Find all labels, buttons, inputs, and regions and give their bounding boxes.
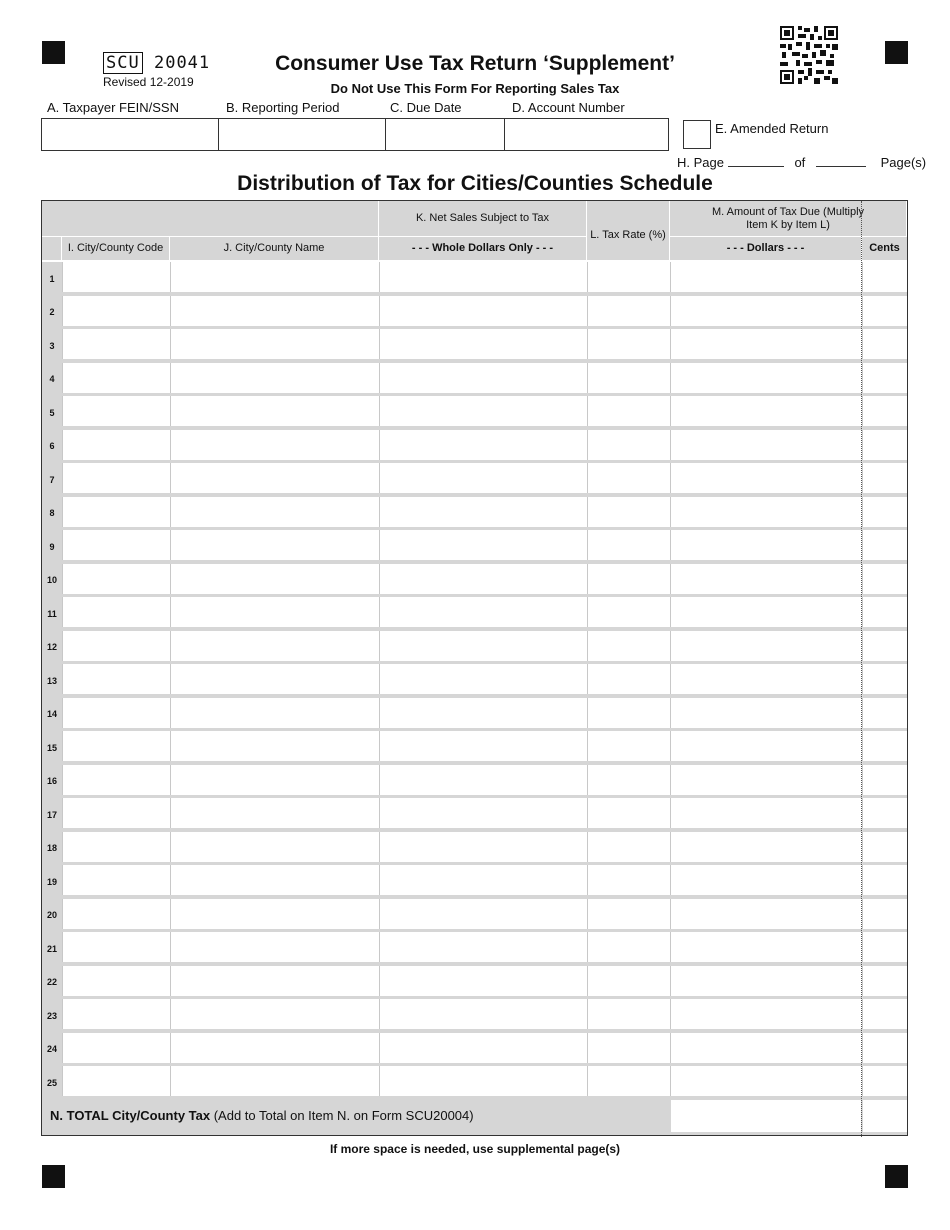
tax-due-dollars-cell[interactable] (670, 932, 862, 962)
city-county-name-cell[interactable] (170, 966, 379, 996)
row-number: 4 (49, 374, 55, 385)
city-county-name-cell[interactable] (170, 564, 379, 594)
due-date-field[interactable] (386, 119, 505, 150)
tax-due-dollars-cell[interactable] (670, 664, 862, 694)
tax-due-dollars-cell[interactable] (670, 698, 862, 728)
col-k-subheader: - - - Whole Dollars Only - - - (379, 237, 587, 261)
tax-due-cents-cell[interactable] (862, 631, 907, 661)
row-number: 23 (46, 1010, 57, 1021)
tax-due-cents-cell[interactable] (862, 597, 907, 627)
amended-return-label: E. Amended Return (715, 121, 829, 136)
tax-due-dollars-cell[interactable] (670, 363, 862, 393)
city-county-name-cell[interactable] (170, 262, 379, 292)
net-sales-cell[interactable] (379, 966, 587, 996)
row-number: 3 (49, 340, 55, 351)
table-row (42, 363, 907, 397)
city-county-code-cell[interactable] (62, 698, 170, 728)
tax-due-dollars-cell[interactable] (670, 765, 862, 795)
city-county-code-cell[interactable] (62, 631, 170, 661)
city-county-name-cell[interactable] (170, 664, 379, 694)
tax-due-dollars-cell[interactable] (670, 530, 862, 560)
row-number: 14 (46, 709, 57, 720)
tax-due-dollars-cell[interactable] (670, 497, 862, 527)
row-number: 13 (46, 675, 57, 686)
table-row (42, 430, 907, 464)
table-row (42, 296, 907, 330)
tax-due-dollars-cell[interactable] (670, 296, 862, 326)
city-county-code-cell[interactable] (62, 1066, 170, 1096)
table-row (42, 765, 907, 799)
tax-due-cents-cell[interactable] (862, 999, 907, 1029)
table-row (42, 832, 907, 866)
row-number: 9 (49, 541, 55, 552)
tax-rate-cell[interactable] (587, 932, 670, 962)
row-number: 10 (46, 575, 57, 586)
net-sales-cell[interactable] (379, 363, 587, 393)
account-number-label: D. Account Number (512, 100, 625, 115)
due-date-label: C. Due Date (390, 100, 462, 115)
table-row (42, 932, 907, 966)
city-county-name-cell[interactable] (170, 497, 379, 527)
tax-rate-cell[interactable] (587, 497, 670, 527)
row-number: 24 (46, 1044, 57, 1055)
col-l-header: L. Tax Rate (%) (587, 201, 670, 261)
tax-due-dollars-cell[interactable] (670, 631, 862, 661)
city-county-code-cell[interactable] (62, 564, 170, 594)
tax-due-cents-cell[interactable] (862, 396, 907, 426)
page-label: H. Page (677, 155, 724, 170)
city-county-code-cell[interactable] (62, 1033, 170, 1063)
city-county-name-cell[interactable] (170, 363, 379, 393)
tax-rate-cell[interactable] (587, 999, 670, 1029)
of-label: of (794, 155, 806, 170)
col-m-cents-header: Cents (862, 237, 907, 261)
tax-rate-cell[interactable] (587, 832, 670, 862)
table-row (42, 530, 907, 564)
col-j-header: J. City/County Name (170, 237, 379, 261)
tax-due-cents-cell[interactable] (862, 1066, 907, 1096)
table-row (42, 564, 907, 598)
tax-due-cents-cell[interactable] (862, 296, 907, 326)
city-county-name-cell[interactable] (170, 1033, 379, 1063)
net-sales-cell[interactable] (379, 530, 587, 560)
tax-due-dollars-cell[interactable] (670, 798, 862, 828)
tax-due-dollars-cell[interactable] (670, 597, 862, 627)
net-sales-cell[interactable] (379, 731, 587, 761)
tax-rate-cell[interactable] (587, 631, 670, 661)
row-number: 7 (49, 474, 55, 485)
tax-due-cents-cell[interactable] (862, 966, 907, 996)
row-number: 19 (46, 876, 57, 887)
city-county-name-cell[interactable] (170, 798, 379, 828)
taxpayer-fein-field[interactable] (42, 119, 219, 150)
form-code-number: 20041 (153, 53, 211, 73)
table-row (42, 698, 907, 732)
table-row (42, 631, 907, 665)
city-county-name-cell[interactable] (170, 865, 379, 895)
qr-code-icon (780, 26, 838, 84)
row-number: 25 (46, 1077, 57, 1088)
tax-due-cents-cell[interactable] (862, 832, 907, 862)
table-row (42, 497, 907, 531)
registration-mark-bottom-left (42, 1165, 65, 1188)
net-sales-cell[interactable] (379, 932, 587, 962)
tax-rate-cell[interactable] (587, 296, 670, 326)
total-dollars-field[interactable] (671, 1100, 861, 1132)
net-sales-cell[interactable] (379, 396, 587, 426)
city-county-name-cell[interactable] (170, 530, 379, 560)
table-row (42, 664, 907, 698)
net-sales-cell[interactable] (379, 597, 587, 627)
tax-rate-cell[interactable] (587, 430, 670, 460)
row-number: 22 (46, 977, 57, 988)
net-sales-cell[interactable] (379, 798, 587, 828)
city-county-name-cell[interactable] (170, 396, 379, 426)
city-county-code-cell[interactable] (62, 966, 170, 996)
tax-due-dollars-cell[interactable] (670, 1066, 862, 1096)
city-county-name-cell[interactable] (170, 899, 379, 929)
tax-due-cents-cell[interactable] (862, 497, 907, 527)
table-row (42, 966, 907, 1000)
city-county-name-cell[interactable] (170, 999, 379, 1029)
city-county-code-cell[interactable] (62, 530, 170, 560)
city-county-code-cell[interactable] (62, 731, 170, 761)
page-count-line (677, 155, 926, 170)
city-county-code-cell[interactable] (62, 329, 170, 359)
tax-due-cents-cell[interactable] (862, 262, 907, 292)
tax-due-dollars-cell[interactable] (670, 430, 862, 460)
net-sales-cell[interactable] (379, 698, 587, 728)
city-county-code-cell[interactable] (62, 832, 170, 862)
net-sales-cell[interactable] (379, 564, 587, 594)
tax-due-cents-cell[interactable] (862, 530, 907, 560)
tax-rate-cell[interactable] (587, 1033, 670, 1063)
row-number: 15 (46, 742, 57, 753)
tax-rate-cell[interactable] (587, 966, 670, 996)
cents-divider (861, 201, 862, 1137)
net-sales-cell[interactable] (379, 664, 587, 694)
net-sales-cell[interactable] (379, 296, 587, 326)
col-k-header: K. Net Sales Subject to Tax (379, 201, 587, 237)
tax-due-dollars-cell[interactable] (670, 329, 862, 359)
table-row (42, 899, 907, 933)
city-county-code-cell[interactable] (62, 932, 170, 962)
tax-rate-cell[interactable] (587, 329, 670, 359)
footer-note: If more space is needed, use supplemental page(s) (329, 1142, 621, 1156)
tax-due-cents-cell[interactable] (862, 932, 907, 962)
city-county-code-cell[interactable] (62, 899, 170, 929)
tax-rate-cell[interactable] (587, 262, 670, 292)
city-county-code-cell[interactable] (62, 430, 170, 460)
tax-due-dollars-cell[interactable] (670, 865, 862, 895)
tax-due-cents-cell[interactable] (862, 463, 907, 493)
reporting-period-field[interactable] (219, 119, 386, 150)
city-county-name-cell[interactable] (170, 463, 379, 493)
city-county-code-cell[interactable] (62, 363, 170, 393)
city-county-name-cell[interactable] (170, 698, 379, 728)
tax-due-cents-cell[interactable] (862, 1033, 907, 1063)
city-county-code-cell[interactable] (62, 463, 170, 493)
tax-due-dollars-cell[interactable] (670, 966, 862, 996)
total-label-note: (Add to Total on Item N. on Form SCU20004) (210, 1108, 474, 1123)
net-sales-cell[interactable] (379, 430, 587, 460)
tax-due-dollars-cell[interactable] (670, 1033, 862, 1063)
net-sales-cell[interactable] (379, 631, 587, 661)
tax-due-cents-cell[interactable] (862, 564, 907, 594)
tax-rate-cell[interactable] (587, 597, 670, 627)
table-row (42, 597, 907, 631)
city-county-name-cell[interactable] (170, 832, 379, 862)
total-label-bold: N. TOTAL City/County Tax (50, 1108, 211, 1123)
amended-return-checkbox[interactable] (683, 120, 711, 149)
table-row (42, 1033, 907, 1067)
row-number: 11 (47, 608, 57, 619)
tax-rate-cell[interactable] (587, 1066, 670, 1096)
table-row (42, 329, 907, 363)
col-m-dollars-header: - - - Dollars - - - (670, 237, 862, 261)
schedule-table (41, 200, 908, 1136)
row-number: 16 (46, 776, 57, 787)
col-i-header: I. City/County Code (62, 237, 170, 261)
tax-due-cents-cell[interactable] (862, 329, 907, 359)
net-sales-cell[interactable] (379, 1033, 587, 1063)
table-row (42, 865, 907, 899)
tax-due-cents-cell[interactable] (862, 899, 907, 929)
tax-rate-cell[interactable] (587, 731, 670, 761)
city-county-code-cell[interactable] (62, 765, 170, 795)
row-number: 20 (46, 910, 57, 921)
city-county-name-cell[interactable] (170, 296, 379, 326)
tax-rate-cell[interactable] (587, 396, 670, 426)
tax-rate-cell[interactable] (587, 363, 670, 393)
city-county-code-cell[interactable] (62, 497, 170, 527)
schedule-title: Distribution of Tax for Cities/Counties Schedule (237, 172, 713, 195)
net-sales-cell[interactable] (379, 765, 587, 795)
tax-due-cents-cell[interactable] (862, 765, 907, 795)
tax-due-cents-cell[interactable] (862, 430, 907, 460)
taxpayer-fein-label: A. Taxpayer FEIN/SSN (47, 100, 179, 115)
tax-rate-cell[interactable] (587, 765, 670, 795)
city-county-name-cell[interactable] (170, 765, 379, 795)
city-county-name-cell[interactable] (170, 1066, 379, 1096)
net-sales-cell[interactable] (379, 262, 587, 292)
city-county-code-cell[interactable] (62, 865, 170, 895)
row-number: 21 (46, 943, 57, 954)
total-pages-field[interactable] (816, 157, 866, 167)
account-number-field[interactable] (505, 119, 668, 150)
tax-due-cents-cell[interactable] (862, 363, 907, 393)
city-county-name-cell[interactable] (170, 932, 379, 962)
total-cents-field[interactable] (863, 1100, 907, 1132)
table-row (42, 396, 907, 430)
revised-date: Revised 12-2019 (103, 75, 194, 89)
tax-due-dollars-cell[interactable] (670, 396, 862, 426)
net-sales-cell[interactable] (379, 329, 587, 359)
form-subtitle: Do Not Use This Form For Reporting Sales Tax (330, 81, 620, 96)
tax-due-cents-cell[interactable] (862, 865, 907, 895)
tax-due-dollars-cell[interactable] (670, 899, 862, 929)
city-county-name-cell[interactable] (170, 430, 379, 460)
tax-rate-cell[interactable] (587, 463, 670, 493)
row-number: 18 (46, 843, 57, 854)
tax-rate-cell[interactable] (587, 798, 670, 828)
tax-due-dollars-cell[interactable] (670, 999, 862, 1029)
row-number: 6 (49, 441, 55, 452)
city-county-code-cell[interactable] (62, 396, 170, 426)
tax-due-dollars-cell[interactable] (670, 564, 862, 594)
row-number: 2 (49, 307, 55, 318)
tax-rate-cell[interactable] (587, 899, 670, 929)
net-sales-cell[interactable] (379, 463, 587, 493)
tax-due-cents-cell[interactable] (862, 731, 907, 761)
header-blank (42, 201, 379, 237)
city-county-name-cell[interactable] (170, 731, 379, 761)
table-row (42, 798, 907, 832)
city-county-code-cell[interactable] (62, 999, 170, 1029)
city-county-code-cell[interactable] (62, 798, 170, 828)
net-sales-cell[interactable] (379, 865, 587, 895)
city-county-code-cell[interactable] (62, 597, 170, 627)
table-row (42, 262, 907, 296)
registration-mark-bottom-right (885, 1165, 908, 1188)
city-county-code-cell[interactable] (62, 296, 170, 326)
row-number: 5 (49, 407, 55, 418)
city-county-name-cell[interactable] (170, 329, 379, 359)
tax-due-cents-cell[interactable] (862, 698, 907, 728)
tax-rate-cell[interactable] (587, 564, 670, 594)
city-county-name-cell[interactable] (170, 597, 379, 627)
row-number: 17 (46, 809, 57, 820)
row-number: 8 (49, 508, 55, 519)
city-county-code-cell[interactable] (62, 262, 170, 292)
table-row (42, 1066, 907, 1100)
reporting-period-label: B. Reporting Period (226, 100, 340, 115)
tax-due-dollars-cell[interactable] (670, 463, 862, 493)
tax-due-cents-cell[interactable] (862, 664, 907, 694)
net-sales-cell[interactable] (379, 899, 587, 929)
col-m-header: M. Amount of Tax Due (Multiply Item K by Item L) (670, 201, 907, 237)
form-code-prefix: SCU (103, 52, 143, 74)
header-fields (41, 118, 669, 151)
net-sales-cell[interactable] (379, 832, 587, 862)
row-number: 12 (46, 642, 57, 653)
header-num-blank (42, 237, 62, 261)
row-number: 1 (49, 273, 55, 284)
tax-rate-cell[interactable] (587, 664, 670, 694)
city-county-code-cell[interactable] (62, 664, 170, 694)
net-sales-cell[interactable] (379, 1066, 587, 1096)
tax-due-dollars-cell[interactable] (670, 832, 862, 862)
tax-rate-cell[interactable] (587, 530, 670, 560)
total-label (50, 1108, 474, 1123)
total-row (42, 1097, 907, 1135)
city-county-name-cell[interactable] (170, 631, 379, 661)
pages-label: Page(s) (880, 155, 927, 170)
tax-rate-cell[interactable] (587, 698, 670, 728)
table-row (42, 999, 907, 1033)
net-sales-cell[interactable] (379, 999, 587, 1029)
tax-due-dollars-cell[interactable] (670, 262, 862, 292)
tax-due-dollars-cell[interactable] (670, 731, 862, 761)
table-row (42, 731, 907, 765)
net-sales-cell[interactable] (379, 497, 587, 527)
form-title: Consumer Use Tax Return ‘Supplement’ (275, 52, 675, 75)
tax-rate-cell[interactable] (587, 865, 670, 895)
tax-due-cents-cell[interactable] (862, 798, 907, 828)
table-row (42, 463, 907, 497)
page-number-field[interactable] (728, 157, 784, 167)
